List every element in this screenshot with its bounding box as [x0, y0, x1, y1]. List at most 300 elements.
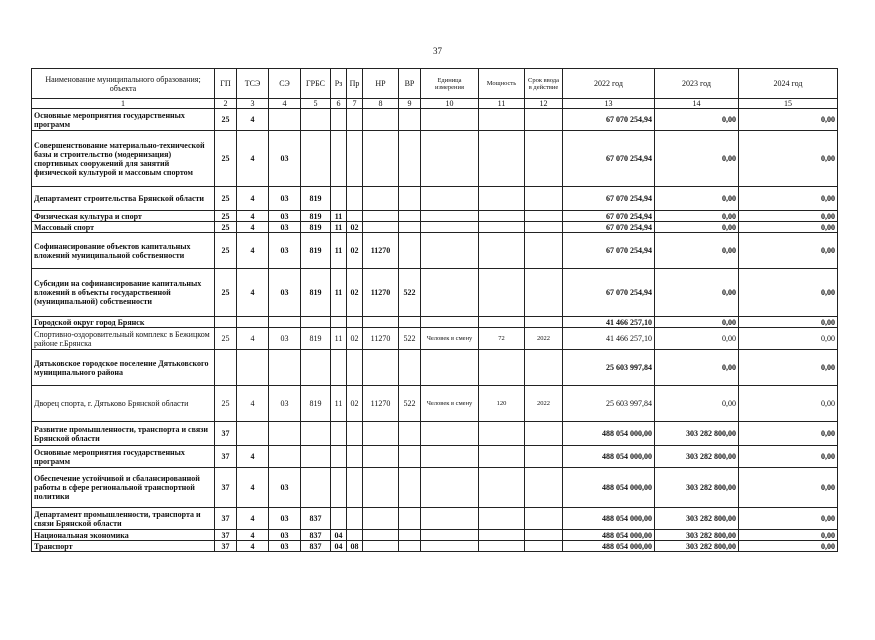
header-cell: Рз	[331, 69, 347, 99]
table-cell	[331, 422, 347, 446]
column-number: 4	[269, 99, 301, 109]
header-cell: ГРБС	[301, 69, 331, 99]
table-cell	[479, 211, 525, 222]
table-cell: 4	[237, 446, 269, 468]
table-cell	[525, 222, 563, 233]
table-cell: 303 282 800,00	[655, 530, 739, 541]
column-number: 2	[215, 99, 237, 109]
row-name-cell: Департамент промышленности, транспорта и связи Брянской области	[32, 508, 215, 530]
table-row	[32, 109, 838, 131]
table-cell: 25	[215, 328, 237, 350]
row-name-cell: Физическая культура и спорт	[32, 211, 215, 222]
table-cell: 03	[269, 131, 301, 187]
table-cell	[399, 350, 421, 386]
table-cell: 0,00	[739, 446, 838, 468]
table-cell	[399, 541, 421, 552]
table-cell: 837	[301, 530, 331, 541]
table-cell	[269, 446, 301, 468]
table-cell: 04	[331, 541, 347, 552]
table-cell	[421, 541, 479, 552]
column-number-row	[32, 99, 838, 109]
table-cell	[331, 317, 347, 328]
table-cell	[301, 422, 331, 446]
table-cell	[347, 446, 363, 468]
table-cell: 37	[215, 541, 237, 552]
header-cell: ГП	[215, 69, 237, 99]
table-cell	[363, 422, 399, 446]
table-cell	[525, 541, 563, 552]
table-row	[32, 468, 838, 508]
table-cell: 4	[237, 541, 269, 552]
table-cell	[363, 350, 399, 386]
column-number: 10	[421, 99, 479, 109]
row-name-cell: Основные мероприятия государственных программ	[32, 109, 215, 131]
table-cell: 4	[237, 233, 269, 269]
table-row	[32, 269, 838, 317]
table-cell: 03	[269, 541, 301, 552]
table-cell	[237, 350, 269, 386]
table-cell	[301, 446, 331, 468]
table-cell: 67 070 254,94	[563, 269, 655, 317]
page-number: 37	[433, 46, 442, 56]
table-cell	[479, 269, 525, 317]
table-cell: 522	[399, 328, 421, 350]
table-cell	[399, 468, 421, 508]
table-cell: 819	[301, 211, 331, 222]
table-cell: 522	[399, 269, 421, 317]
table-cell	[237, 422, 269, 446]
table-cell	[525, 109, 563, 131]
table-cell: 4	[237, 386, 269, 422]
table-cell: 4	[237, 211, 269, 222]
header-cell: Пр	[347, 69, 363, 99]
table-cell: 11	[331, 386, 347, 422]
table-cell: 819	[301, 386, 331, 422]
table-cell	[421, 269, 479, 317]
header-cell: Срок ввода в действие	[525, 69, 563, 99]
table-cell: 03	[269, 269, 301, 317]
table-cell: Человек в смену	[421, 328, 479, 350]
table-cell	[479, 317, 525, 328]
table-cell: 0,00	[655, 350, 739, 386]
table-cell	[347, 131, 363, 187]
table-cell	[363, 222, 399, 233]
table-cell	[363, 530, 399, 541]
table-row	[32, 386, 838, 422]
table-cell: 819	[301, 187, 331, 211]
table-cell	[331, 187, 347, 211]
table-cell: 37	[215, 446, 237, 468]
table-cell: 0,00	[739, 317, 838, 328]
table-cell	[479, 422, 525, 446]
column-number: 8	[363, 99, 399, 109]
table-cell	[421, 222, 479, 233]
table-row	[32, 317, 838, 328]
header-cell: 2024 год	[739, 69, 838, 99]
table-cell: 0,00	[739, 109, 838, 131]
table-cell: 0,00	[655, 109, 739, 131]
table-cell	[301, 350, 331, 386]
header-cell: 2022 год	[563, 69, 655, 99]
table-row	[32, 211, 838, 222]
table-cell	[363, 187, 399, 211]
table-cell: 37	[215, 422, 237, 446]
row-name-cell: Дворец спорта, г. Дятьково Брянской области	[32, 386, 215, 422]
table-cell: 03	[269, 508, 301, 530]
table-cell: 11270	[363, 233, 399, 269]
table-cell: 11	[331, 269, 347, 317]
header-cell: СЭ	[269, 69, 301, 99]
table-cell: 2022	[525, 328, 563, 350]
table-cell	[479, 530, 525, 541]
header-cell: Наименование муниципального образования; объекта	[32, 69, 215, 99]
column-number: 6	[331, 99, 347, 109]
table-cell	[525, 317, 563, 328]
table-cell: 25	[215, 222, 237, 233]
table-cell	[479, 508, 525, 530]
header-cell: ТСЭ	[237, 69, 269, 99]
table-cell	[331, 446, 347, 468]
table-cell: 4	[237, 328, 269, 350]
table-cell	[479, 131, 525, 187]
column-number: 11	[479, 99, 525, 109]
table-cell: 67 070 254,94	[563, 109, 655, 131]
table-cell	[525, 211, 563, 222]
table-cell: 4	[237, 468, 269, 508]
table-cell	[347, 422, 363, 446]
table-cell: 25	[215, 269, 237, 317]
table-cell: 0,00	[739, 131, 838, 187]
table-cell: 67 070 254,94	[563, 222, 655, 233]
table-cell: 0,00	[739, 422, 838, 446]
table-cell: 0,00	[655, 187, 739, 211]
table-cell: 37	[215, 508, 237, 530]
table-cell	[399, 446, 421, 468]
table-cell	[421, 109, 479, 131]
table-cell: 03	[269, 328, 301, 350]
table-cell	[363, 446, 399, 468]
table-cell: 4	[237, 508, 269, 530]
table-cell: 0,00	[739, 350, 838, 386]
table-row	[32, 350, 838, 386]
table-cell	[525, 446, 563, 468]
row-name-cell: Дятьковское городское поселение Дятьковского муниципального района	[32, 350, 215, 386]
table-cell: 488 054 000,00	[563, 468, 655, 508]
column-number: 3	[237, 99, 269, 109]
table-cell: 488 054 000,00	[563, 530, 655, 541]
table-row	[32, 233, 838, 269]
table-cell: 4	[237, 530, 269, 541]
column-number: 14	[655, 99, 739, 109]
table-cell: 0,00	[655, 328, 739, 350]
table-cell	[347, 350, 363, 386]
table-cell	[363, 109, 399, 131]
table-cell: 04	[331, 530, 347, 541]
table-cell: 0,00	[739, 328, 838, 350]
table-cell: 03	[269, 222, 301, 233]
table-row	[32, 222, 838, 233]
table-cell	[421, 422, 479, 446]
table-cell: 11	[331, 211, 347, 222]
table-cell: 37	[215, 530, 237, 541]
row-name-cell: Развитие промышленности, транспорта и связи Брянской области	[32, 422, 215, 446]
table-cell: 03	[269, 187, 301, 211]
table-cell: 11	[331, 328, 347, 350]
table-cell: 67 070 254,94	[563, 131, 655, 187]
table-cell: 0,00	[655, 233, 739, 269]
table-cell: 2022	[525, 386, 563, 422]
table-cell	[347, 508, 363, 530]
table-cell	[421, 233, 479, 269]
table-cell: 25 603 997,84	[563, 350, 655, 386]
table-cell: 03	[269, 530, 301, 541]
table-cell: 0,00	[655, 269, 739, 317]
table-cell	[363, 131, 399, 187]
table-cell: 08	[347, 541, 363, 552]
table-cell	[399, 317, 421, 328]
table-cell	[421, 446, 479, 468]
row-name-cell: Городской округ город Брянск	[32, 317, 215, 328]
header-cell: Мощность	[479, 69, 525, 99]
table-cell: 25	[215, 211, 237, 222]
table-cell: 67 070 254,94	[563, 211, 655, 222]
table-cell	[479, 222, 525, 233]
table-cell: 522	[399, 386, 421, 422]
table-cell	[237, 317, 269, 328]
table-cell: 488 054 000,00	[563, 422, 655, 446]
table-cell: 0,00	[655, 222, 739, 233]
table-cell: 4	[237, 187, 269, 211]
table-cell: 25	[215, 109, 237, 131]
table-cell: 837	[301, 508, 331, 530]
table-row	[32, 328, 838, 350]
column-number: 9	[399, 99, 421, 109]
table-cell	[269, 350, 301, 386]
row-name-cell: Национальная экономика	[32, 530, 215, 541]
table-cell	[479, 446, 525, 468]
table-cell: 03	[269, 233, 301, 269]
table-cell	[525, 350, 563, 386]
column-number: 7	[347, 99, 363, 109]
table-cell: 0,00	[739, 386, 838, 422]
row-name-cell: Субсидии на софинансирование капитальных вложений в объекты государственной (муниципальной) собственности	[32, 269, 215, 317]
table-cell: 0,00	[655, 386, 739, 422]
table-cell	[525, 131, 563, 187]
table-cell: 0,00	[739, 508, 838, 530]
table-cell: 4	[237, 109, 269, 131]
table-cell	[363, 541, 399, 552]
table-cell	[331, 109, 347, 131]
table-cell: 819	[301, 222, 331, 233]
column-number: 1	[32, 99, 215, 109]
table-cell	[421, 317, 479, 328]
table-cell	[421, 211, 479, 222]
table-cell: 25	[215, 187, 237, 211]
table-cell	[347, 211, 363, 222]
row-name-cell: Софинансирование объектов капитальных вложений муниципальной собственности	[32, 233, 215, 269]
table-cell: 37	[215, 468, 237, 508]
table-cell	[347, 530, 363, 541]
table-cell: 72	[479, 328, 525, 350]
table-cell	[301, 468, 331, 508]
row-name-cell: Обеспечение устойчивой и сбалансированной работы в сфере региональной транспортной политики	[32, 468, 215, 508]
row-name-cell: Транспорт	[32, 541, 215, 552]
table-cell: 303 282 800,00	[655, 541, 739, 552]
table-cell	[363, 211, 399, 222]
table-cell: 0,00	[739, 269, 838, 317]
column-number: 12	[525, 99, 563, 109]
table-cell: 303 282 800,00	[655, 422, 739, 446]
table-cell: 488 054 000,00	[563, 446, 655, 468]
table-row	[32, 131, 838, 187]
table-cell: 0,00	[739, 233, 838, 269]
column-number: 13	[563, 99, 655, 109]
row-name-cell: Спортивно-оздоровительный комплекс в Бежицком районе г.Брянска	[32, 328, 215, 350]
row-name-cell: Совершенствование материально-технической базы и строительство (модернизация) спортивных сооружений для занятий физической культурой и массовым спортом	[32, 131, 215, 187]
table-cell	[301, 131, 331, 187]
budget-table	[31, 68, 838, 552]
table-cell: 303 282 800,00	[655, 468, 739, 508]
table-cell	[479, 541, 525, 552]
table-cell: 41 466 257,10	[563, 328, 655, 350]
table-cell	[525, 468, 563, 508]
header-row	[32, 69, 838, 99]
table-cell: 25	[215, 233, 237, 269]
row-name-cell: Департамент строительства Брянской области	[32, 187, 215, 211]
header-cell: НР	[363, 69, 399, 99]
table-cell: 0,00	[655, 317, 739, 328]
header-cell: Единица измерения	[421, 69, 479, 99]
table-cell: 11270	[363, 386, 399, 422]
table-cell: 0,00	[655, 131, 739, 187]
table-cell: 0,00	[739, 222, 838, 233]
table-cell: 4	[237, 222, 269, 233]
table-cell	[269, 109, 301, 131]
table-cell	[331, 131, 347, 187]
table-cell	[421, 187, 479, 211]
table-cell	[525, 269, 563, 317]
header-cell: 2023 год	[655, 69, 739, 99]
table-cell	[479, 187, 525, 211]
table-cell	[269, 422, 301, 446]
table-cell: 0,00	[655, 211, 739, 222]
table-cell: 303 282 800,00	[655, 446, 739, 468]
table-cell	[363, 468, 399, 508]
table-cell	[331, 468, 347, 508]
table-cell: 03	[269, 468, 301, 508]
table-cell	[421, 131, 479, 187]
table-cell: 25	[215, 131, 237, 187]
table-cell	[215, 350, 237, 386]
table-cell: 03	[269, 386, 301, 422]
table-cell: 0,00	[739, 530, 838, 541]
table-cell	[421, 530, 479, 541]
table-cell	[399, 131, 421, 187]
table-cell: 4	[237, 131, 269, 187]
table-cell: 488 054 000,00	[563, 541, 655, 552]
table-cell	[479, 109, 525, 131]
table-cell	[301, 109, 331, 131]
table-cell	[301, 317, 331, 328]
table-cell	[525, 187, 563, 211]
table-cell: 02	[347, 233, 363, 269]
table-cell	[347, 109, 363, 131]
table-cell: 02	[347, 386, 363, 422]
table-cell	[399, 187, 421, 211]
table-cell: 03	[269, 211, 301, 222]
table-cell: 67 070 254,94	[563, 233, 655, 269]
table-cell	[399, 109, 421, 131]
table-cell: 0,00	[739, 187, 838, 211]
table-row	[32, 422, 838, 446]
table-cell: 4	[237, 269, 269, 317]
table-row	[32, 530, 838, 541]
table-cell: 11270	[363, 269, 399, 317]
table-cell	[479, 233, 525, 269]
table-cell	[399, 530, 421, 541]
column-number: 5	[301, 99, 331, 109]
table-cell: 11	[331, 222, 347, 233]
table-cell: 67 070 254,94	[563, 187, 655, 211]
table-cell: 25 603 997,84	[563, 386, 655, 422]
header-cell: ВР	[399, 69, 421, 99]
table-cell: 02	[347, 328, 363, 350]
table-cell	[525, 508, 563, 530]
table-cell: 488 054 000,00	[563, 508, 655, 530]
table-cell	[421, 468, 479, 508]
table-cell: 120	[479, 386, 525, 422]
table-cell	[347, 187, 363, 211]
table-cell	[399, 222, 421, 233]
table-cell	[363, 317, 399, 328]
table-cell: 41 466 257,10	[563, 317, 655, 328]
table-cell: 819	[301, 233, 331, 269]
table-cell: 02	[347, 222, 363, 233]
table-row	[32, 508, 838, 530]
table-cell	[399, 233, 421, 269]
table-cell	[421, 508, 479, 530]
table-cell: 11	[331, 233, 347, 269]
row-name-cell: Массовый спорт	[32, 222, 215, 233]
table-cell: 25	[215, 386, 237, 422]
table-cell	[479, 350, 525, 386]
table-cell	[331, 350, 347, 386]
table-cell: 819	[301, 328, 331, 350]
table-cell	[399, 508, 421, 530]
table-cell	[269, 317, 301, 328]
table-cell	[525, 530, 563, 541]
table-cell	[525, 422, 563, 446]
table-cell: 819	[301, 269, 331, 317]
table-cell	[399, 422, 421, 446]
table-row	[32, 541, 838, 552]
column-number: 15	[739, 99, 838, 109]
table-cell: 837	[301, 541, 331, 552]
table-body	[32, 109, 838, 552]
table-row	[32, 187, 838, 211]
table-row	[32, 446, 838, 468]
table-cell: 02	[347, 269, 363, 317]
table-cell: 11270	[363, 328, 399, 350]
table-cell: 0,00	[739, 541, 838, 552]
table-cell: 0,00	[739, 468, 838, 508]
table-cell	[215, 317, 237, 328]
row-name-cell: Основные мероприятия государственных программ	[32, 446, 215, 468]
table-cell: Человек в смену	[421, 386, 479, 422]
table-cell	[347, 468, 363, 508]
table-cell: 0,00	[739, 211, 838, 222]
table-cell	[363, 508, 399, 530]
